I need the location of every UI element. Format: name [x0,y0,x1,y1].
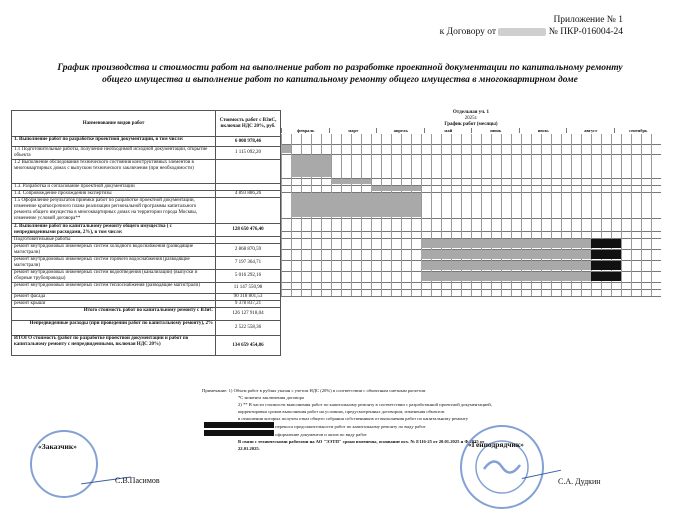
table-row [12,294,281,301]
gantt-month: сентябрь [614,128,663,133]
row-value: 11 147 550,98 [216,283,281,294]
total-label: Итого стоимость работ по капитальному ремонту с ВЗиС [12,308,216,321]
row-name: 1.4. Сопровождение прохождения экспертизы [12,191,216,198]
gantt-month: август [566,128,615,133]
gantt-bar [421,250,591,259]
gantt-bar [331,179,371,184]
row-value [216,160,281,184]
table-row [12,224,281,237]
gantt-bar [291,193,421,217]
row-value: 7 197 364,71 [216,257,281,270]
appendix-contract: к Договору от № ПКР-016004-24 [439,27,623,37]
row-name: ремонт внутридомовых инженерных систем теплоснабжения (разводящие магистрали) [12,283,216,294]
table-row [12,160,281,184]
row-value: 2 868 870,59 [216,244,281,257]
total-value: 126 127 918,04 [216,308,281,321]
row-name: 1. Выполнение работ по разработке проектной документации, в том числе: [12,137,216,147]
gantt-bar [421,261,591,270]
row-value [216,184,281,191]
gantt-stage: Отдельная уч. 1 [452,110,490,115]
row-name: ремонт крыши [12,301,216,308]
table-body [12,137,281,308]
row-name: ремонт внутридомовых инженерных систем холодного водоснабжения (разводящие магистрали) [12,244,216,257]
document-title: График производства и стоимости работ на выполнение работ по разработке проектной документации по капитальному ремонту общего имущества и выполнение работ по капитальному ремонту общего имущества в многоквартирном доме [57,63,623,85]
gantt-month: июнь [471,128,520,133]
table-row [12,283,281,294]
row-value [216,198,281,224]
table-row [12,270,281,283]
table-row [12,301,281,308]
gantt-bar [591,261,621,270]
gantt-month: март [329,128,378,133]
grand-total-label: ИТОГО стоимость (работ по разработке проектной документации и работ по капитальному ремонту с непредвиденными, включая НДС 20%) [12,336,216,356]
row-value: 1 115 092,20 [216,147,281,160]
gantt-row [281,289,661,297]
row-name: 1.3. Разработка и согласование проектной документации [12,184,216,191]
row-name: ремонт внутридомовых инженерных систем водоотведения (канализации) (выпуски и сборные трубопроводы) [12,270,216,283]
contingency-value: 2 522 558,36 [216,321,281,336]
notes: Примечание: 1) Объем работ в рублях указан с учетом НДС (20%) в соответствии с объектным сметным расчетом *С момента заключения договора 2) ** В части стоимости выполнения работ по капитальному ремонту в соответствии с разработанной проектной документацией, корректировки сроков выполнения работ на условиях, предусмотренных договором, изменения объектов. в отношении которых получен отказ общего собрания собственников от выполнения работ по капитальному ремонту переноса продолжительности работ по капитальному ремонту по виду работ оформление документов и актов по виду работ В связи с техническими работами на АО "ЭЭТП" сроки изменены, основание исх. № Е116-25 от 20.01.2025 и Ф.2025 от 22.01.2025. [202,388,492,451]
gantt-bar [591,239,621,248]
table-row [12,198,281,224]
table-row [12,147,281,160]
row-value: 128 650 476,40 [216,224,281,237]
gantt-chart [281,110,661,133]
customer-stamp [30,430,98,498]
row-name: 1.5 Оформление результатов приемки работ по разработке проектной документации, изменение краткосрочного плана реализации региональной программы капитального ремонта общего имущества в многоквартирных домах на территории города Москвы, изменение условий договора** [12,198,216,224]
gantt-month: июль [519,128,568,133]
gantt-bar [291,155,331,177]
grand-total-value: 134 659 454,86 [216,336,281,356]
gantt-year: 2025г. [464,116,478,121]
row-value: 9 378 837,21 [216,301,281,308]
gantt-header: График работ (месяцы) [444,122,498,127]
row-value: 6 008 978,46 [216,137,281,147]
works-table [11,110,281,356]
row-name: ремонт внутридомовых инженерных систем горячего водоснабжения (разводящие магистрали) [12,257,216,270]
gantt-bar [281,145,291,153]
row-name: ремонт фасада [12,294,216,301]
table-row [12,137,281,147]
row-name: 1.2 Выполнение обследования технического состояния конструктивных элементов в многоквартирных домах с выпуском технического заключения (при необходимости) [12,160,216,184]
gantt-month: апрель [376,128,425,133]
contractor-block [440,420,670,510]
gantt-month: февраль [281,128,330,133]
table-row [12,244,281,257]
col-cost-header: Стоимость работ с ВЗиС, включая НДС 20%, руб. [216,111,281,137]
row-name: 1.1 Подготовительные работы, получение необходимой исходной документации, открытие объекта [12,147,216,160]
appendix-header [440,14,623,38]
contractor-name: С.А. Дудкин [558,477,601,486]
gantt-bar [591,250,621,259]
redacted-block [204,422,274,428]
table-row [12,191,281,198]
gantt-row [281,154,661,179]
contingency-label: Непредвиденные расходы (при проведении работ по капитальному ремонту), 2% [12,321,216,336]
table-row [12,237,281,244]
table-row [12,184,281,191]
row-value: 4 893 886,26 [216,191,281,198]
row-name: 2. Выполнение работ по капитальному ремонту общего имущества ( с непредвиденными расходами, 2%), в том числе: [12,224,216,237]
table-row [12,257,281,270]
gantt-bar [591,272,621,281]
gantt-month: май [424,128,473,133]
gantt-bar [421,272,591,281]
row-value [216,237,281,244]
row-value: 90 318 801,53 [216,294,281,301]
gantt-bar [421,239,591,248]
row-value: 5 016 292,16 [216,270,281,283]
customer-label: «Заказчик» [38,442,77,451]
date-redacted [498,28,546,36]
customer-block [20,430,220,510]
appendix-title: Приложение № 1 [553,15,623,25]
gantt-bar [371,186,421,191]
row-name: Подготовительные работы [12,237,216,244]
col-name-header: Наименование видов работ [12,111,216,137]
contractor-label: «Генподрядчик» [468,440,524,449]
customer-name: С.В.Пасимов [115,476,160,485]
gantt-row [281,218,661,232]
